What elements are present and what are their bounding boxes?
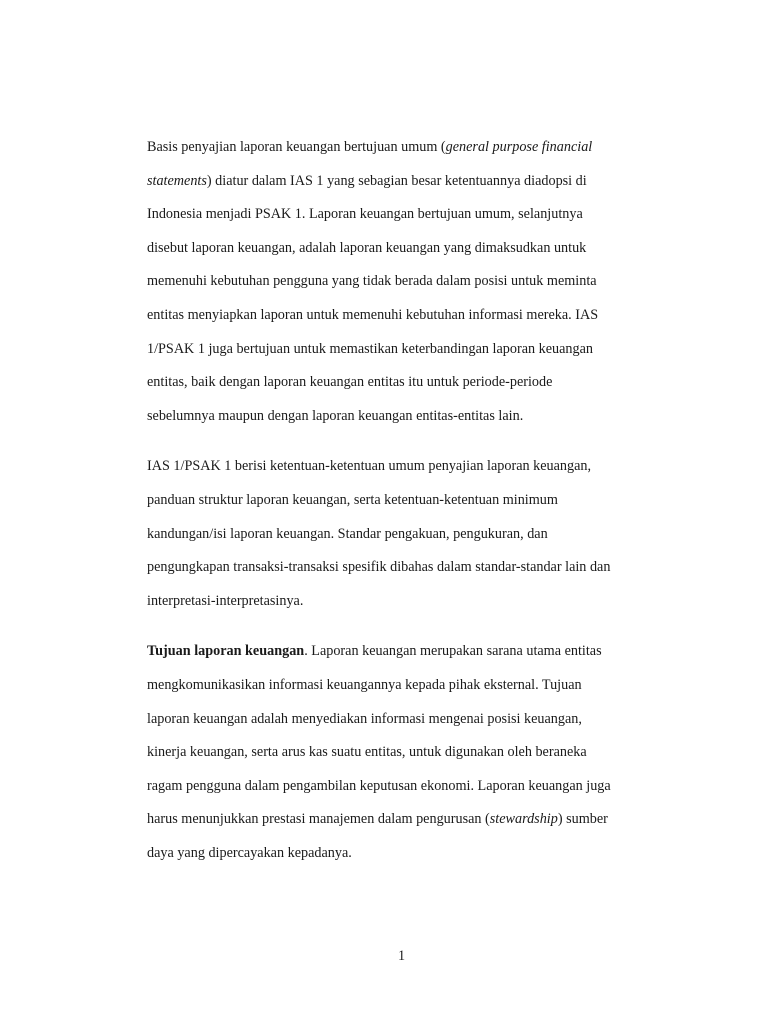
text-line <box>147 484 647 518</box>
text-segment: laporan keuangan adalah menyediakan informasi mengenai posisi keuangan, <box>147 710 582 727</box>
text-segment: ragam pengguna dalam pengambilan keputusan ekonomi. Laporan keuangan juga <box>147 777 611 794</box>
text-segment: IAS 1/PSAK 1 berisi ketentuan-ketentuan umum penyajian laporan keuangan, <box>147 458 592 475</box>
text-line <box>147 518 647 552</box>
text-line <box>147 736 647 770</box>
italic-text: stewardship <box>489 811 558 828</box>
text-segment: Basis penyajian laporan keuangan bertujuan umum ( <box>147 139 446 155</box>
text-segment: mengkomunikasikan informasi keuangannya kepada pihak eksternal. Tujuan <box>147 676 582 693</box>
text-line <box>147 669 647 703</box>
text-line <box>147 366 647 400</box>
text-line <box>147 837 647 871</box>
paragraph <box>147 131 647 433</box>
text-line <box>147 770 647 804</box>
text-line <box>147 551 647 585</box>
bold-text: Tujuan laporan keuangan <box>147 643 305 660</box>
text-segment: panduan struktur laporan keuangan, serta ketentuan-ketentuan minimum <box>147 491 558 508</box>
italic-text: statements <box>147 172 207 189</box>
italic-text: general purpose financial <box>445 139 593 155</box>
text-segment: daya yang dipercayakan kepadanya. <box>147 844 352 861</box>
document-body <box>147 131 647 887</box>
text-line <box>147 131 647 165</box>
text-segment: disebut laporan keuangan, adalah laporan keuangan yang dimaksudkan untuk <box>147 239 587 256</box>
text-segment: kinerja keuangan, serta arus kas suatu entitas, untuk digunakan oleh beraneka <box>147 744 587 761</box>
text-line <box>147 400 647 434</box>
text-segment: pengungkapan transaksi-transaksi spesifik dibahas dalam standar-standar lain dan <box>147 559 611 576</box>
text-segment: kandungan/isi laporan keuangan. Standar pengakuan, pengukuran, dan <box>147 525 548 542</box>
text-line <box>147 450 647 484</box>
text-line <box>147 635 647 669</box>
text-line <box>147 265 647 299</box>
text-segment: 1/PSAK 1 juga bertujuan untuk memastikan keterbandingan laporan keuangan <box>147 340 594 357</box>
text-segment: . Laporan keuangan merupakan sarana utama entitas <box>304 643 602 660</box>
text-segment: sebelumnya maupun dengan laporan keuangan entitas-entitas lain. <box>147 407 524 424</box>
page-number: 1 <box>397 948 406 964</box>
text-segment: entitas menyiapkan laporan untuk memenuhi kebutuhan informasi mereka. IAS <box>147 306 599 323</box>
text-line <box>147 585 647 619</box>
text-segment: entitas, baik dengan laporan keuangan entitas itu untuk periode-periode <box>147 374 553 391</box>
text-line <box>147 703 647 737</box>
text-line <box>147 232 647 266</box>
text-line <box>147 803 647 837</box>
text-segment: harus menunjukkan prestasi manajemen dalam pengurusan ( <box>147 811 490 828</box>
paragraph <box>147 450 647 618</box>
text-segment: memenuhi kebutuhan pengguna yang tidak berada dalam posisi untuk meminta <box>147 273 597 290</box>
text-segment: ) sumber <box>557 811 608 828</box>
text-line <box>147 299 647 333</box>
text-line <box>147 333 647 367</box>
text-segment: Indonesia menjadi PSAK 1. Laporan keuangan bertujuan umum, selanjutnya <box>147 206 583 223</box>
paragraph <box>147 635 647 870</box>
text-segment: interpretasi-interpretasinya. <box>147 592 304 609</box>
text-line <box>147 198 647 232</box>
text-line <box>147 165 647 199</box>
text-segment: ) diatur dalam IAS 1 yang sebagian besar ketentuannya diadopsi di <box>206 172 587 189</box>
